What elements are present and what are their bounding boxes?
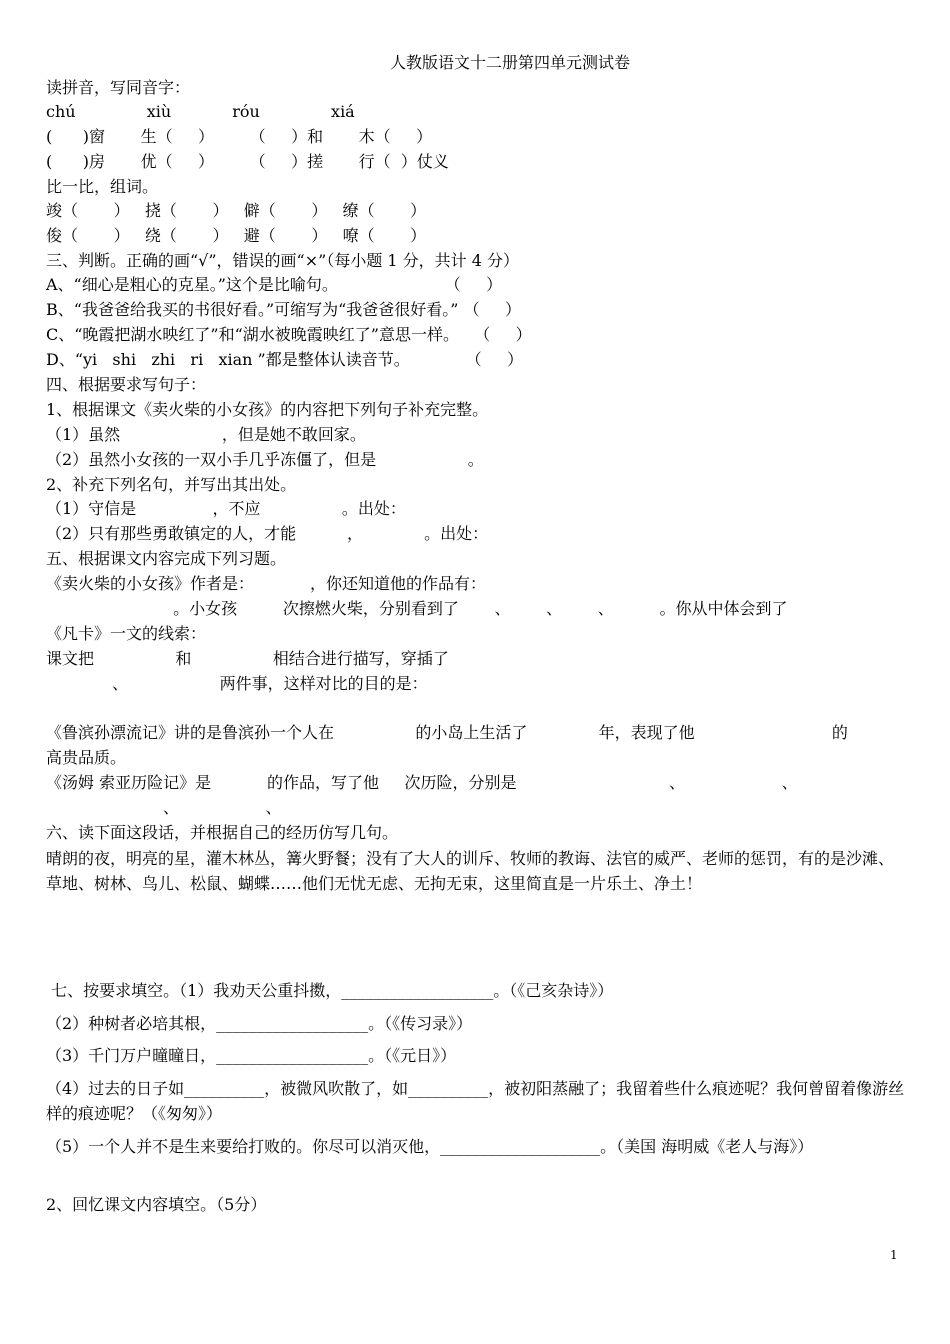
section-sentence-heading: 四、根据要求写句子：: [46, 375, 207, 394]
sentence-task-1-1: （1）虽然 ，但是她不敢回家。: [46, 425, 366, 444]
reading-robinson: 《鲁滨孙漂流记》讲的是鲁滨孙一个人在 的小岛上生活了 年，表现了他 的: [46, 723, 848, 742]
page-number: 1: [890, 1248, 898, 1262]
fill-item-3: （3）千门万户曈曈日，___________________。（《元日》）: [46, 1046, 457, 1065]
page-title: 人教版语文十二册第四单元测试卷: [389, 53, 630, 72]
sentence-task-1-2: （2）虽然小女孩的一双小手几乎冻僵了，但是 。: [46, 450, 484, 469]
fill-item-2: （2）种树者必培其根，___________________。（《传习录》）: [46, 1014, 473, 1033]
judge-item-b: B、“我爸爸给我买的书很好看。”可缩写为“我爸爸很好看。” （ ）: [46, 300, 521, 319]
recall-heading: 2、回忆课文内容填空。（5分）: [46, 1195, 267, 1214]
compare-row-1: 竣（ ） 挠（ ） 僻（ ） 缭（ ）: [46, 201, 427, 220]
section-pinyin-heading: 读拼音，写同音字：: [46, 78, 191, 97]
homophone-row-2: ( )房 优（ ） （ ）搓 行（ ）仗义: [46, 152, 449, 171]
sentence-task-2-1: （1）守信是 ，不应 。出处：: [46, 499, 406, 518]
imitate-passage: 晴朗的夜，明亮的星，灌木林丛，篝火野餐；没有了大人的训斥、牧师的教诲、法官的威严、老师的惩罚，有的是沙滩、草地、树林、鸟儿、松鼠、蝴蝶……他们无忧无虑、无拘无束，这里简直是一片乐土、净土！: [46, 849, 895, 893]
reading-robinson-cont: 高贵品质。: [46, 748, 127, 767]
section-reading-heading: 五、根据课文内容完成下列习题。: [46, 549, 287, 568]
section-fill-heading: 七、按要求填空。（1）我劝天公重抖擞，___________________。（《己亥杂诗》）: [46, 981, 614, 1000]
sentence-task-1: 1、根据课文《卖火柴的小女孩》的内容把下列句子补充完整。: [46, 400, 489, 419]
reading-vanka-cont: 课文把 和 相结合进行描写，穿插了: [46, 649, 449, 668]
reading-tom-sawyer: 《汤姆 索亚历险记》是 的作品，写了他 次历险，分别是 、 、: [46, 773, 798, 792]
judge-item-c: C、“晚霞把湖水映红了”和“湖水被晚霞映红了”意思一样。 （ ）: [46, 325, 532, 344]
section-compare-heading: 比一比，组词。: [46, 177, 159, 196]
homophone-row-1: ( )窗 生（ ） （ ）和 木（ ）: [46, 127, 433, 146]
reading-tom-sawyer-cont: 、 、: [46, 798, 282, 817]
reading-match-girl: 《卖火柴的小女孩》作者是： ，你还知道他的作品有：: [46, 574, 486, 593]
judge-item-d: D、“yi shi zhi ri xian ”都是整体认读音节。 （ ）: [46, 350, 524, 369]
reading-match-girl-cont: 。小女孩 次擦燃火柴，分别看到了 、 、 、 。你从中体会到了: [46, 599, 788, 618]
pinyin-row: chú xiù róu xiá: [46, 102, 355, 121]
reading-vanka: 《凡卡》一文的线索：: [46, 624, 207, 643]
section-judge-heading: 三、判断。正确的画“√”，错误的画“×”（每小题 1 分，共计 4 分）: [46, 251, 520, 270]
reading-vanka-events: 、 两件事，这样对比的目的是：: [46, 674, 428, 693]
sentence-task-2: 2、补充下列名句，并写出其出处。: [46, 475, 297, 494]
fill-item-4: （4）过去的日子如__________，被微风吹散了，如__________，被初阳蒸融了；我留着些什么痕迹呢？我何曾留着像游丝样的痕迹呢？（《匆匆》）: [46, 1079, 905, 1123]
section-imitate-heading: 六、读下面这段话，并根据自己的经历仿写几句。: [46, 823, 399, 842]
judge-item-a: A、“细心是粗心的克星。”这个是比喻句。 （ ）: [46, 275, 503, 294]
sentence-task-2-2: （2）只有那些勇敢镇定的人，才能 ， 。出处：: [46, 524, 489, 543]
fill-item-5: （5）一个人并不是生来要给打败的。你尽可以消灭他，____________________。（美国 海明威《老人与海》）: [46, 1137, 814, 1156]
compare-row-2: 俊（ ） 绕（ ） 避（ ） 嘹（ ）: [46, 226, 427, 245]
